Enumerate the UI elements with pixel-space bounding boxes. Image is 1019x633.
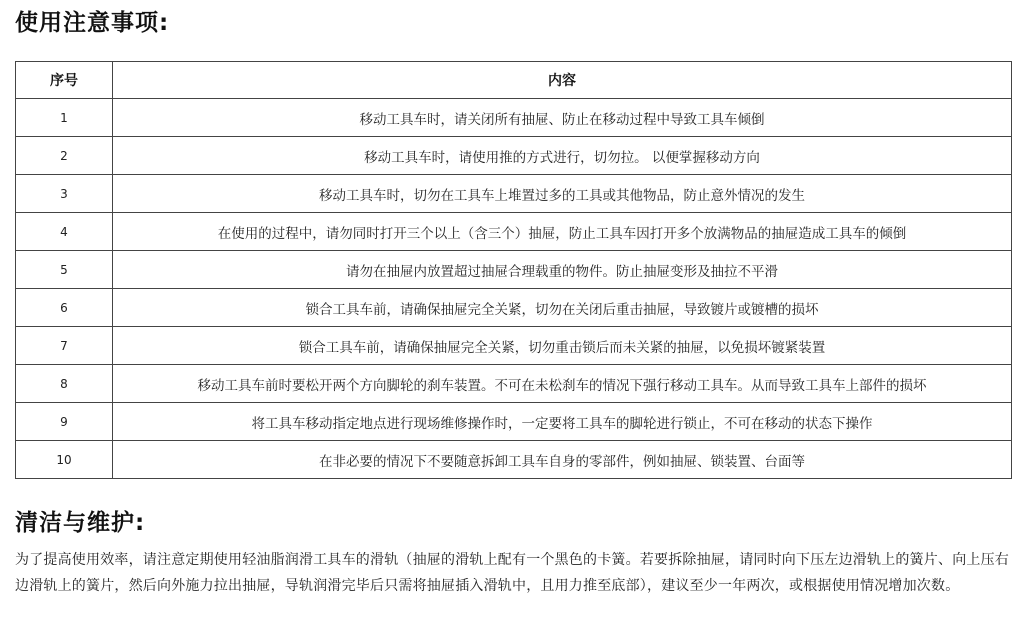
row-number: 8 <box>16 365 113 403</box>
table-row <box>16 175 1012 213</box>
column-header-content: 内容 <box>113 62 1012 99</box>
row-number: 9 <box>16 403 113 441</box>
usage-notes-table <box>15 61 1012 479</box>
row-number: 4 <box>16 213 113 251</box>
table-row <box>16 99 1012 137</box>
cleaning-maintenance-title: 清洁与维护: <box>15 510 146 536</box>
cleaning-maintenance-paragraph: 为了提高使用效率，请注意定期使用轻油脂润滑工具车的滑轨（抽屉的滑轨上配有一个黑色的卡簧。若要拆除抽屉，请同时向下压左边滑轨上的簧片、向上压右边滑轨上的簧片，然后向外施力拉出抽屉，导轨润滑完毕后只需将抽屉插入滑轨中，且用力推至底部），建议至少一年两次，或根据使用情况增加次数。 <box>15 552 1009 594</box>
row-content: 移动工具车时，切勿在工具车上堆置过多的工具或其他物品，防止意外情况的发生 <box>113 175 1012 213</box>
row-content: 移动工具车时，请使用推的方式进行，切勿拉。 以便掌握移动方向 <box>113 137 1012 175</box>
row-content: 锁合工具车前，请确保抽屉完全关紧，切勿在关闭后重击抽屉，导致镀片或镀槽的损坏 <box>113 289 1012 327</box>
row-number: 5 <box>16 251 113 289</box>
row-content: 请勿在抽屉内放置超过抽屉合理载重的物件。防止抽屉变形及抽拉不平滑 <box>113 251 1012 289</box>
table-row <box>16 137 1012 175</box>
row-number: 7 <box>16 327 113 365</box>
row-number: 10 <box>16 441 113 479</box>
row-content: 在使用的过程中，请勿同时打开三个以上（含三个）抽屉，防止工具车因打开多个放满物品的抽屉造成工具车的倾倒 <box>113 213 1012 251</box>
table-row <box>16 327 1012 365</box>
row-number: 1 <box>16 99 113 137</box>
row-content: 将工具车移动指定地点进行现场维修操作时，一定要将工具车的脚轮进行锁止，不可在移动的状态下操作 <box>113 403 1012 441</box>
row-content: 移动工具车前时要松开两个方向脚轮的刹车装置。不可在未松刹车的情况下强行移动工具车。从而导致工具车上部件的损坏 <box>113 365 1012 403</box>
table-row <box>16 441 1012 479</box>
table-row <box>16 251 1012 289</box>
table-row <box>16 365 1012 403</box>
usage-notes-title: 使用注意事项: <box>15 10 170 36</box>
row-content: 锁合工具车前，请确保抽屉完全关紧，切勿重击锁后而未关紧的抽屉，以免损坏镀紧装置 <box>113 327 1012 365</box>
row-number: 2 <box>16 137 113 175</box>
table-row <box>16 213 1012 251</box>
row-content: 在非必要的情况下不要随意拆卸工具车自身的零部件，例如抽屉、锁装置、台面等 <box>113 441 1012 479</box>
column-header-number: 序号 <box>16 62 113 99</box>
row-number: 6 <box>16 289 113 327</box>
table-row <box>16 403 1012 441</box>
row-content: 移动工具车时，请关闭所有抽屉、防止在移动过程中导致工具车倾倒 <box>113 99 1012 137</box>
table-header-row <box>16 62 1012 99</box>
row-number: 3 <box>16 175 113 213</box>
table-row <box>16 289 1012 327</box>
